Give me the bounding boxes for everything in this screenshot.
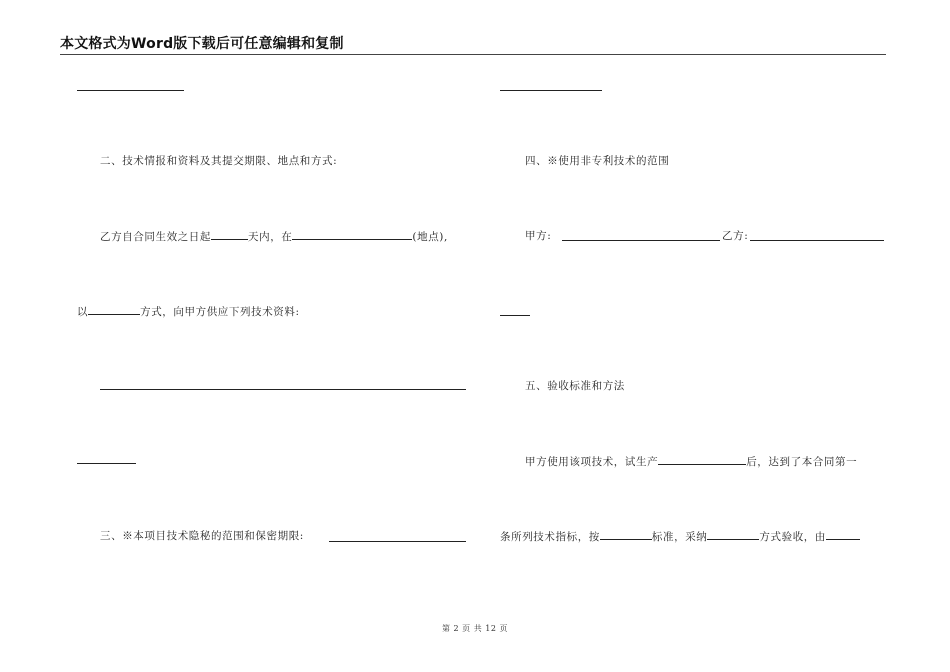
blank-days xyxy=(211,229,248,240)
text-span: 天内，在 xyxy=(248,231,293,243)
section-5-paragraph-line-1 xyxy=(525,454,857,469)
blank-line xyxy=(500,315,530,316)
header-divider xyxy=(60,54,886,55)
text-span: 乙方自合同生效之日起 xyxy=(100,231,211,243)
text-span: 标准，采纳 xyxy=(651,531,708,543)
text-span: 方式，向甲方供应下列技术资料: xyxy=(140,306,300,318)
page-number: 第 2 页 共 12 页 xyxy=(442,624,508,633)
blank-by xyxy=(826,529,860,540)
blank-place xyxy=(292,229,412,240)
text-span: 条所列技术指标，按 xyxy=(500,531,600,543)
text-span: 乙方: xyxy=(722,230,749,242)
section-5-heading: 五、验收标准和方法 xyxy=(525,380,625,392)
text-span: 甲方使用该项技术，试生产 xyxy=(525,456,659,468)
document-header-title: 本文格式为Word版下载后可任意编辑和复制 xyxy=(60,36,344,52)
section-4-parties-line xyxy=(525,229,551,243)
blank-method xyxy=(88,304,140,315)
text-span: 以 xyxy=(77,306,89,318)
section-3-heading xyxy=(100,529,304,543)
section-4-heading: 四、※使用非专利技术的范围 xyxy=(525,155,670,167)
section-5-paragraph-line-2 xyxy=(500,529,860,544)
blank-line xyxy=(562,240,720,241)
blank-line xyxy=(77,90,184,91)
section-2-paragraph-line-2 xyxy=(77,304,300,319)
blank-line xyxy=(750,240,884,241)
blank-trial xyxy=(658,454,746,465)
text-span: 方式验收，由 xyxy=(759,531,827,543)
blank-line xyxy=(329,541,466,542)
text-span: 后，达到了本合同第一 xyxy=(746,456,858,468)
blank-line xyxy=(100,389,466,390)
blank-standard xyxy=(600,529,652,540)
text-span: (地点), xyxy=(412,231,448,243)
blank-line xyxy=(77,463,136,464)
section-2-paragraph-line-1 xyxy=(100,229,448,244)
text-span: 三、※本项目技术隐秘的范围和保密期限: xyxy=(100,530,304,542)
blank-method xyxy=(707,529,759,540)
text-span: 甲方: xyxy=(525,230,552,242)
blank-line xyxy=(500,90,602,91)
section-2-heading: 二、技术情报和资料及其提交期限、地点和方式: xyxy=(100,155,338,167)
